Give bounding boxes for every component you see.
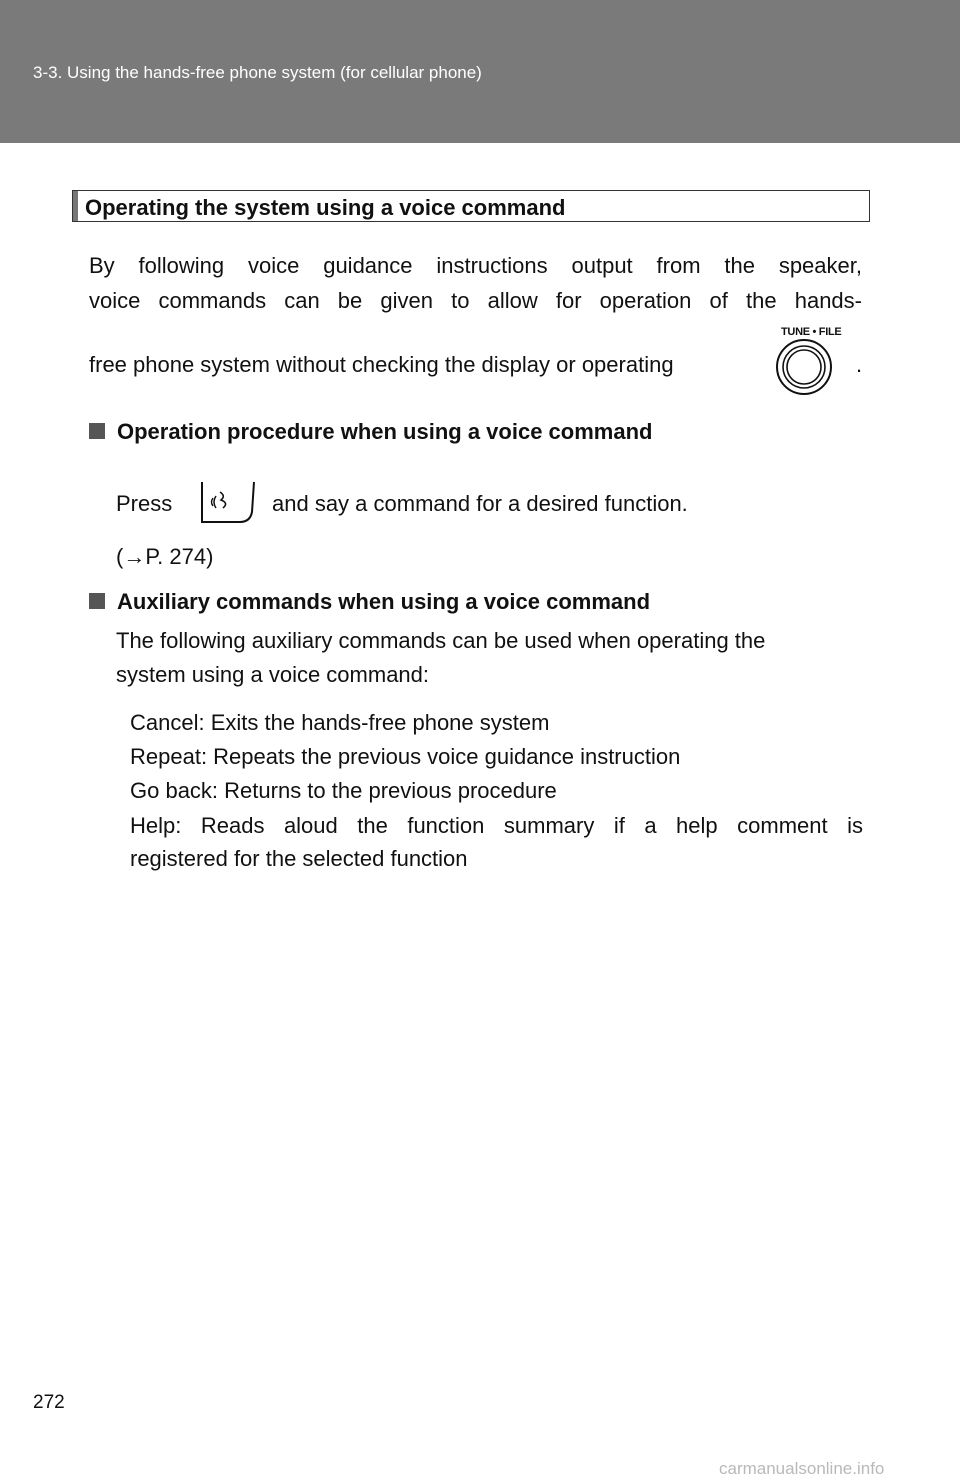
auxiliary-intro-line-1: The following auxiliary commands can be used when operating the [116,628,766,653]
talk-switch-icon [196,480,256,526]
tune-file-knob-icon [775,338,833,396]
section-title: Operating the system using a voice command [85,195,566,220]
chapter-section-label: 3-3. Using the hands-free phone system (for cellular phone) [33,63,482,82]
command-help-line-1: Help: Reads aloud the function summary if a help comment is [130,813,863,838]
intro-line-3: free phone system without checking the display or operating [89,352,674,377]
auxiliary-intro-line-2: system using a voice command: [116,662,430,687]
square-bullet-icon [89,423,105,439]
auxiliary-heading [89,589,650,615]
square-bullet-icon [89,593,105,609]
press-instruction: and say a command for a desired function. [272,491,688,516]
header-bar [0,0,960,143]
command-go-back: Go back: Returns to the previous procedure [130,778,557,803]
press-word: Press [116,491,173,516]
page-reference: (→P. 274) [116,544,214,569]
procedure-heading [89,419,652,445]
section-title-box [72,190,870,222]
command-help-line-2: registered for the selected function [130,846,468,871]
watermark: carmanualsonline.info [719,1459,885,1478]
knob-label: TUNE • FILE [781,326,842,338]
section-title-accent [73,191,78,221]
auxiliary-heading-text: Auxiliary commands when using a voice command [117,589,651,614]
command-repeat: Repeat: Repeats the previous voice guidance instruction [130,744,681,769]
command-cancel: Cancel: Exits the hands-free phone system [130,710,550,735]
intro-line-2: voice commands can be given to allow for operation of the hands- [89,288,862,313]
page-number: 272 [33,1392,65,1413]
procedure-heading-text: Operation procedure when using a voice command [117,419,653,444]
intro-line-3-period: . [856,352,863,377]
intro-line-1: By following voice guidance instructions output from the speaker, [89,253,862,278]
